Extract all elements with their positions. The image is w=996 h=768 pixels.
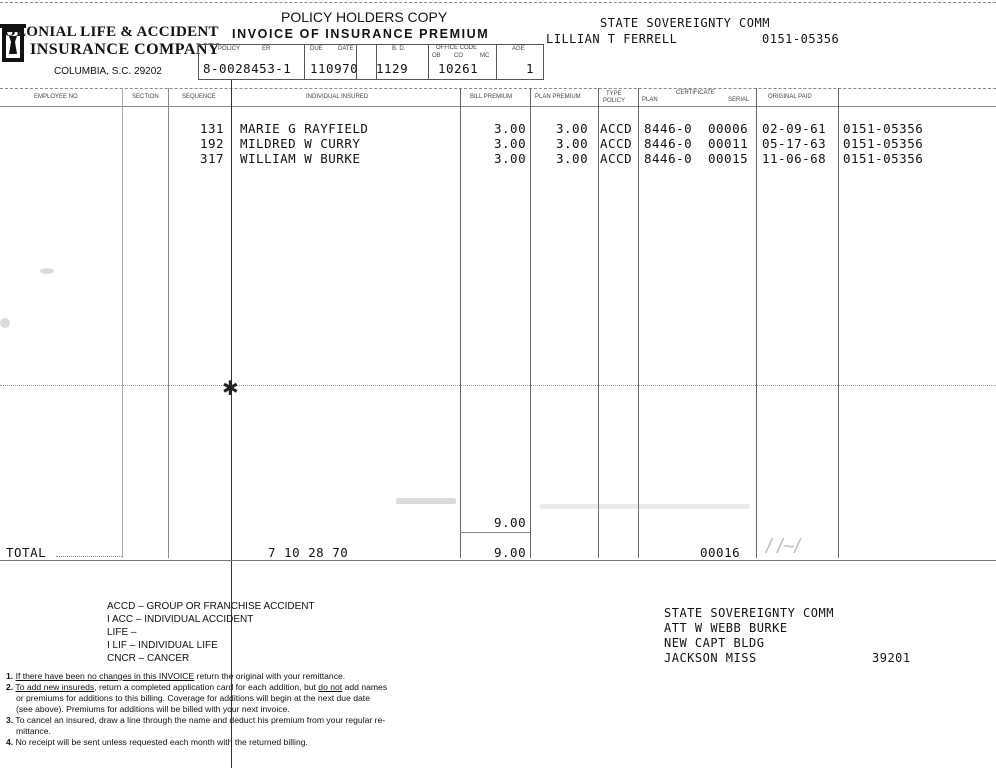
row-bill-premium: 3.00 — [494, 151, 527, 166]
mailing-line3: NEW CAPT BLDG — [664, 636, 765, 650]
row-account: 0151-05356 — [843, 151, 924, 166]
row-plan: 8446-0 — [644, 151, 693, 166]
col-employee-no: EMPLOYEE NO — [34, 94, 78, 100]
note1-emph: If there have been no changes in this INVOICE — [15, 671, 195, 681]
col-certificate: CERTIFICATE — [676, 90, 715, 96]
office-code-label: OFFICE CODE — [436, 45, 478, 51]
due-date-value: 110970 — [310, 61, 359, 76]
scan-crease — [0, 385, 996, 386]
legend-ilif: I LIF – INDIVIDUAL LIFE — [107, 640, 218, 651]
pen-mark: / /~/ — [766, 536, 800, 558]
row-account: 0151-05356 — [843, 136, 924, 151]
col-bill-premium: BILL PREMIUM — [470, 94, 513, 100]
total-serial: 00016 — [700, 545, 741, 560]
total-bottom-rule — [0, 560, 996, 561]
col-plan: PLAN — [642, 97, 658, 103]
row-original-paid: 02-09-61 — [762, 121, 827, 136]
total-code: 7 10 28 70 — [268, 545, 349, 560]
row-plan-premium: 3.00 — [556, 151, 589, 166]
due-label: DUE — [310, 46, 323, 52]
mailing-line4: JACKSON MISS — [664, 651, 757, 665]
col-type-line2: POLICY — [603, 98, 626, 104]
col-type-line1: TYPE — [606, 91, 622, 97]
company-name-line2: INSURANCE COMPANY — [30, 41, 220, 58]
col-original-paid: ORIGINAL PAID — [768, 94, 812, 100]
row-type: ACCD — [600, 151, 633, 166]
legend-accd: ACCD – GROUP OR FRANCHISE ACCIDENT — [107, 601, 315, 612]
instructions: 1. If there have been no changes in this INVOICE return the original with your remittance. 2. To add new insureds, return a completed application card for each addition, but do not add names or premiums for additions to this billing. Coverage for additions will begin at the next due date (see above). Premiums for additions will be billed with your next invoice. 3. To cancel an insured, draw a line through the name and deduct his premium from your regular re- mittance. 4. No receipt will be sent unless requested each month with the returned billing. — [6, 671, 388, 747]
row-name: WILLIAM W BURKE — [240, 151, 361, 166]
legend-life: LIFE – — [107, 627, 137, 638]
date-label: DATE — [338, 46, 354, 52]
row-account: 0151-05356 — [843, 121, 924, 136]
table-header-top-rule — [0, 88, 996, 89]
legend-iacc: I ACC – INDIVIDUAL ACCIDENT — [107, 614, 254, 625]
mailing-line2: ATT W WEBB BURKE — [664, 621, 788, 635]
row-bill-premium: 3.00 — [494, 121, 527, 136]
legend-cncr: CNCR – CANCER — [107, 653, 190, 664]
col-plan-premium: PLAN PREMIUM — [535, 94, 581, 100]
age-label: AGE — [512, 46, 525, 52]
row-plan: 8446-0 — [644, 121, 693, 136]
bd-label: B. D. — [392, 46, 406, 52]
office-code-value: 10261 — [438, 61, 479, 76]
col-sequence: SEQUENCE — [182, 94, 216, 100]
subtotal-amount: 9.00 — [494, 515, 527, 530]
mc-label: MC — [480, 53, 490, 59]
account-holder: LILLIAN T FERRELL — [546, 32, 678, 46]
co-label: CO — [454, 53, 463, 59]
invoice-title: INVOICE OF INSURANCE PREMIUM — [232, 27, 490, 41]
mailing-zip: 39201 — [872, 651, 911, 665]
col-section: SECTION — [132, 94, 159, 100]
row-type: ACCD — [600, 136, 633, 151]
col-serial: SERIAL — [728, 97, 750, 103]
perforation-top — [0, 2, 996, 3]
row-sequence: 317 — [200, 151, 225, 166]
row-plan-premium: 3.00 — [556, 121, 589, 136]
row-name: MARIE G RAYFIELD — [240, 121, 369, 136]
row-sequence: 131 — [200, 121, 225, 136]
fold-line — [231, 80, 232, 768]
policy-label: POLICY — [218, 46, 241, 52]
policy-er-value: 8-0028453-1 — [203, 61, 292, 76]
mailing-line1: STATE SOVEREIGNTY COMM — [664, 606, 834, 620]
table-header-bottom-rule — [0, 106, 996, 107]
total-label: TOTAL — [6, 545, 47, 560]
ink-mark: ✱ — [222, 378, 239, 400]
row-serial: 00011 — [708, 136, 749, 151]
col-individual-insured: INDIVIDUAL INSURED — [306, 94, 369, 100]
company-city: COLUMBIA, S.C. 29202 — [54, 66, 162, 77]
row-serial: 00015 — [708, 151, 749, 166]
row-bill-premium: 3.00 — [494, 136, 527, 151]
row-name: MILDRED W CURRY — [240, 136, 361, 151]
age-value: 1 — [526, 61, 535, 76]
row-serial: 00006 — [708, 121, 749, 136]
ob-label: OB — [432, 53, 441, 59]
account-entity: STATE SOVEREIGNTY COMM — [600, 16, 770, 30]
bd-value: 1129 — [376, 61, 409, 76]
row-type: ACCD — [600, 121, 633, 136]
copy-label: POLICY HOLDERS COPY — [281, 9, 448, 25]
er-label: ER — [262, 46, 271, 52]
row-original-paid: 05-17-63 — [762, 136, 827, 151]
row-original-paid: 11-06-68 — [762, 151, 827, 166]
row-plan-premium: 3.00 — [556, 136, 589, 151]
account-number: 0151-05356 — [762, 32, 840, 46]
company-name-line1: OLONIAL LIFE & ACCIDENT — [4, 24, 219, 40]
row-sequence: 192 — [200, 136, 225, 151]
total-amount: 9.00 — [494, 545, 527, 560]
row-plan: 8446-0 — [644, 136, 693, 151]
